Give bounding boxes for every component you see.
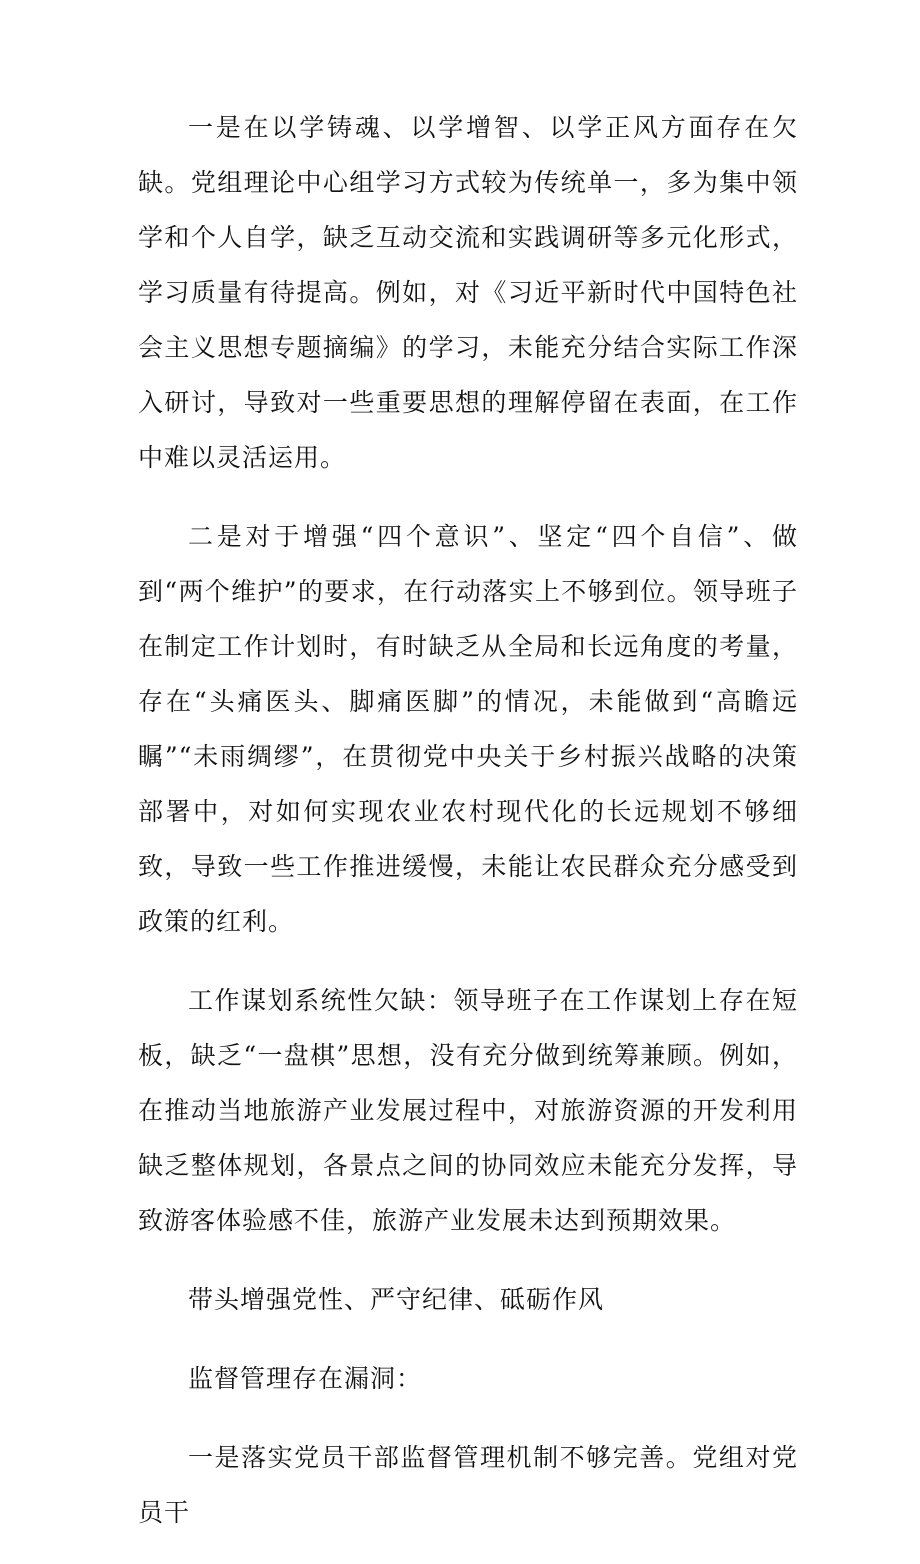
document-body — [138, 100, 798, 1564]
section-heading-supervision: 监督管理存在漏洞： — [188, 1364, 423, 1393]
paragraph-study-shortcomings: 一是在以学铸魂、以学增智、以学正风方面存在欠缺。党组理论中心组学习方式较为传统单一，多为集中领学和个人自学，缺乏互动交流和实践调研等多元化形式，学习质量有待提高。例如，对《习近平新时代中国特色社会主义思想专题摘编》的学习，未能充分结合实际工作深入研讨，导致对一些重要思想的理解停留在表面，在工作中难以灵活运用。 — [138, 113, 798, 472]
paragraph-four-consciousness: 二是对于增强“四个意识”、坚定“四个自信”、做到“两个维护”的要求，在行动落实上不够到位。领导班子在制定工作计划时，有时缺乏从全局和长远角度的考量，存在“头痛医头、脚痛医脚”的情况，未能做到“高瞻远瞩”“未雨绸缪”，在贯彻党中央关于乡村振兴战略的决策部署中，对如何实现农业农村现代化的长远规划不够细致，导致一些工作推进缓慢，未能让农民群众充分感受到政策的红利。 — [138, 522, 798, 936]
paragraph-supervision-mechanism: 一是落实党员干部监督管理机制不够完善。党组对党员干 — [138, 1443, 798, 1527]
paragraph-work-planning: 工作谋划系统性欠缺：领导班子在工作谋划上存在短板，缺乏“一盘棋”思想，没有充分做到统筹兼顾。例如，在推动当地旅游产业发展过程中，对旅游资源的开发利用缺乏整体规划，各景点之间的协同效应未能充分发挥，导致游客体验感不佳，旅游产业发展未达到预期效果。 — [138, 986, 798, 1235]
section-heading-party-spirit: 带头增强党性、严守纪律、砥砺作风 — [188, 1285, 605, 1314]
